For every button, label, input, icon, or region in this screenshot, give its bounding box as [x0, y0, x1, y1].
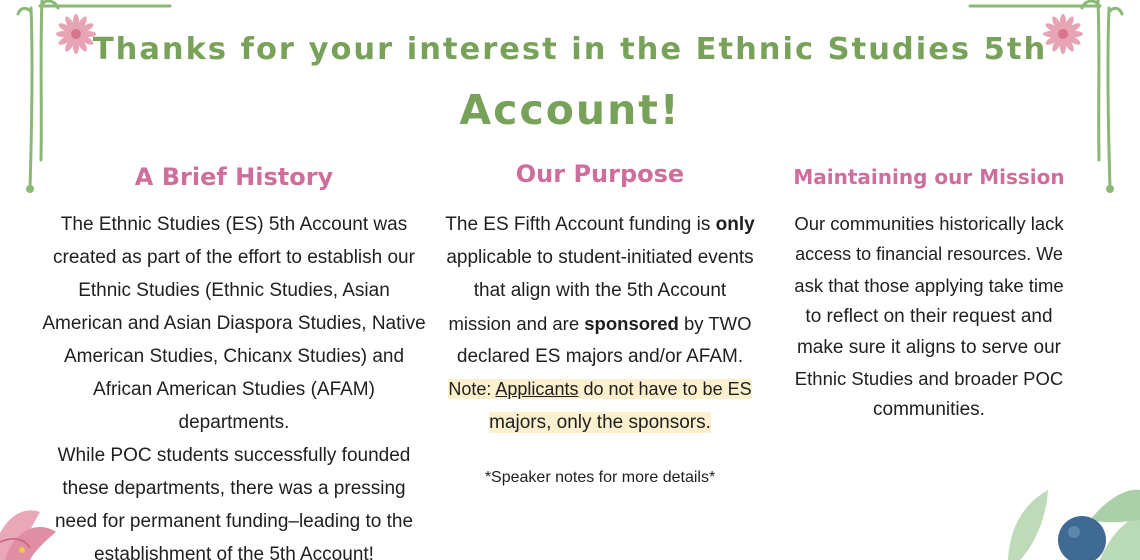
purpose-line — [445, 208, 755, 241]
history-line: The Ethnic Studies (ES) 5th Account was — [60, 214, 408, 235]
history-line: departments. — [178, 412, 290, 433]
history-line: American and Asian Diaspora Studies, Native — [42, 313, 426, 334]
mission-line: make sure it aligns to serve our — [796, 337, 1061, 358]
applicants-link[interactable]: Applicants — [495, 379, 579, 399]
history-line: establishment of the 5th Account! — [94, 544, 374, 560]
history-line: need for permanent funding–leading to the — [54, 511, 414, 532]
speaker-notes-hint: *Speaker notes for more details* — [484, 469, 716, 486]
purpose-note — [445, 373, 755, 406]
purpose-line — [445, 307, 755, 340]
history-line: created as part of the effort to establish our — [53, 247, 415, 268]
note-text: majors, only the sponsors. — [489, 412, 711, 433]
purpose-note-line-2 — [445, 406, 755, 439]
page-title-line-2: Account! — [459, 86, 681, 134]
purpose-line: applicable to student-initiated events — [446, 247, 754, 268]
note-text: do not have to be ES — [578, 379, 752, 399]
history-line: American Studies, Chicanx Studies) and — [63, 346, 405, 367]
purpose-line: declared ES majors and/or AFAM. — [456, 346, 744, 367]
purpose-column — [445, 159, 755, 487]
mission-line: communities. — [873, 399, 985, 420]
note-label: Note: — [448, 379, 496, 399]
history-line: these departments, there was a pressing — [62, 478, 406, 499]
history-line: Ethnic Studies (Ethnic Studies, Asian — [78, 280, 390, 301]
mission-line: ask that those applying take time — [794, 275, 1064, 296]
mission-column — [792, 162, 1066, 425]
history-line: While POC students successfully founded — [57, 445, 411, 466]
purpose-body — [445, 208, 755, 439]
purpose-text: The ES Fifth Account funding is — [445, 214, 716, 235]
history-line: African American Studies (AFAM) — [93, 379, 375, 400]
history-body — [40, 208, 428, 560]
purpose-text: mission and are — [448, 313, 585, 334]
purpose-heading: Our Purpose — [515, 160, 685, 188]
mission-body — [792, 208, 1066, 425]
purpose-emphasis: sponsored — [584, 313, 679, 334]
page-title-line-1: Thanks for your interest in the Ethnic Studies 5th — [92, 32, 1048, 67]
purpose-line: that align with the 5th Account — [473, 280, 727, 301]
mission-line: access to financial resources. We — [795, 244, 1063, 264]
history-column — [40, 162, 428, 560]
mission-line: Our communities historically lack — [794, 213, 1064, 234]
purpose-emphasis: only — [715, 214, 755, 235]
mission-line: Ethnic Studies and broader POC — [794, 368, 1064, 389]
purpose-text: by TWO — [678, 313, 752, 334]
history-heading: A Brief History — [134, 163, 334, 191]
leaves-berry-bottom-right-icon — [1008, 490, 1140, 560]
mission-heading: Maintaining our Mission — [793, 165, 1065, 189]
mission-line: to reflect on their request and — [805, 306, 1053, 327]
